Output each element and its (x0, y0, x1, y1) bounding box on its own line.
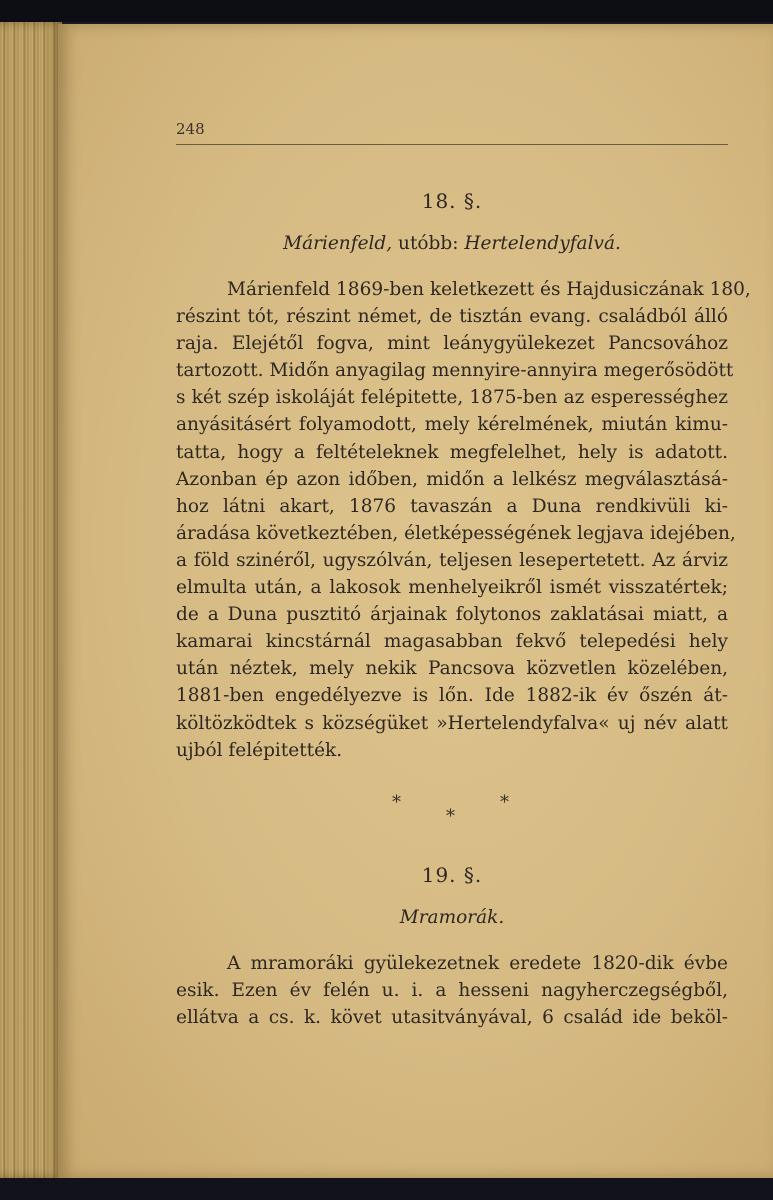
paragraph-line: ellátva a cs. k. követ utasitványával, 6 család ide beköl- (176, 1007, 728, 1029)
section-19-paragraph (176, 950, 728, 1031)
section-18-heading: 18. §. (421, 189, 483, 213)
section-18-title-connector: utóbb: (392, 233, 465, 254)
paragraph-line: s két szép iskoláját felépitette, 1875-ben az esperességhez (176, 387, 728, 409)
paragraph-line: ujból felépitették. (176, 739, 343, 761)
running-head (176, 118, 728, 145)
paragraph-line: raja. Elejétől fogva, mint leánygyülekezet Pancsovához (176, 333, 728, 355)
paragraph-line: Azonban ép azon időben, midőn a lelkész megválasztásá- (176, 468, 728, 490)
paragraph-line: után néztek, mely nekik Pancsova közvetlen közelében, (176, 658, 728, 680)
separator-star: * (392, 792, 401, 813)
section-18-paragraph (176, 276, 751, 764)
paragraph-line: de a Duna pusztitó árjainak folytonos zaklatásai miatt, a (176, 604, 728, 626)
paragraph-line: tartozott. Midőn anyagilag mennyire-annyira megerősödött (176, 360, 734, 382)
book-page-edges (0, 22, 62, 1178)
paragraph-line: Márienfeld 1869-ben keletkezett és Hajdusiczának 180, (227, 279, 751, 300)
section-18-title-old-name: Márienfeld, (283, 233, 393, 254)
paragraph-line: elmulta után, a lakosok menhelyeikről ismét visszatértek; (176, 577, 728, 599)
paragraph-line: hoz látni akart, 1876 tavaszán a Duna rendkivüli ki- (176, 495, 728, 517)
paragraph-line: 1881-ben engedélyezve is lőn. Ide 1882-ik év őszén át- (176, 685, 728, 707)
paragraph-line: esik. Ezen év felén u. i. a hesseni nagyherczegségből, (176, 980, 728, 1002)
separator-star: * (500, 792, 509, 813)
paragraph-line: költözködtek s községüket »Hertelendyfalva« uj név alatt (176, 712, 728, 734)
section-19-heading: 19. §. (421, 863, 483, 887)
section-18-title-new-name: Hertelendyfalvá. (464, 233, 621, 254)
paragraph-line: anyásitásért folyamodott, mely kérelmének, miután kimu- (176, 414, 728, 436)
section-19-title-name: Mramorák. (399, 907, 505, 928)
paragraph-line: kamarai kincstárnál magasabban fekvő telepedési hely (176, 631, 728, 653)
paragraph-line: részint tót, részint német, de tisztán evang. családból álló (176, 306, 728, 328)
paragraph-line: áradása következtében, életképességének legjava idejében, (176, 522, 736, 544)
top-scan-border (0, 0, 773, 22)
separator-star: * (446, 806, 455, 827)
bottom-scan-border (0, 1178, 773, 1200)
section-19-title (176, 904, 728, 931)
section-18-title (176, 230, 728, 257)
paragraph-line: A mramoráki gyülekezetnek eredete 1820-dik évbe (227, 953, 728, 974)
paragraph-line: tatta, hogy a feltételeknek megfelelhet, hely is adatott. (176, 441, 728, 463)
paragraph-line: a föld szinéről, ugyszólván, teljesen lesepertetett. Az árviz (176, 549, 728, 571)
section-separator-asterisks (380, 792, 520, 832)
page-number: 248 (176, 120, 205, 138)
